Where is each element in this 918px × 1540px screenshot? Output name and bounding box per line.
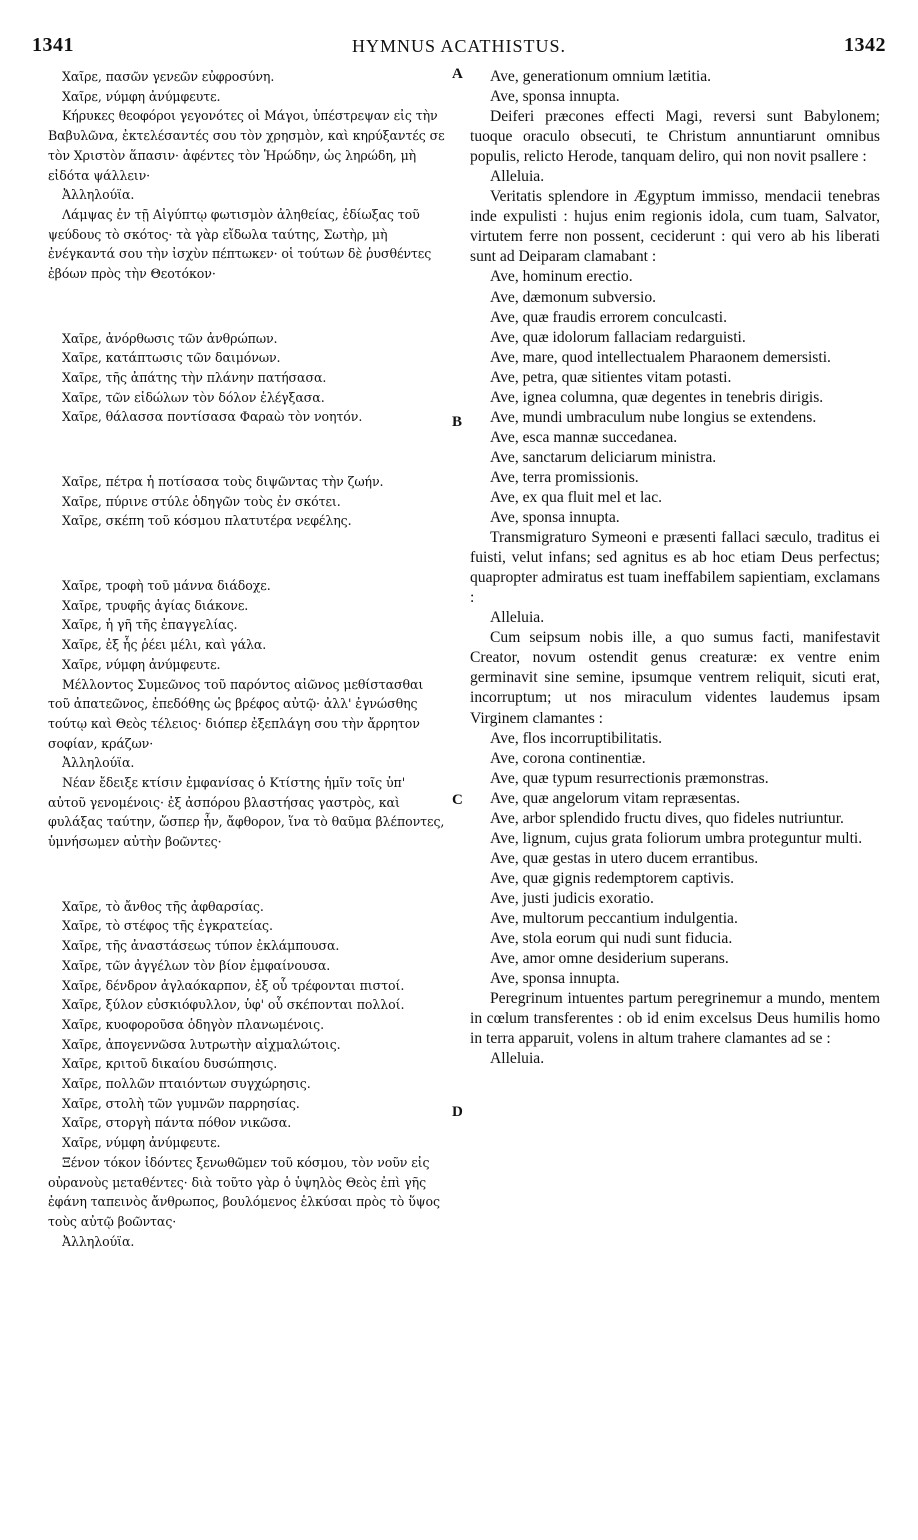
right-page-number: 1342 — [844, 34, 886, 56]
latin-line: Ave, mare, quod intellectualem Pharaonem demersisti. — [490, 348, 831, 366]
greek-line: Χαῖρε, ἡ γῆ τῆς ἐπαγγελίας. — [62, 617, 238, 633]
latin-line: Ave, sponsa innupta. — [490, 970, 620, 988]
greek-line: Ἀλληλούϊα. — [62, 187, 135, 203]
greek-line: Κήρυκες θεοφόροι γεγονότες οἱ Μάγοι, ὑπέστρεψαν εἰς τὴν Βαβυλῶνα, ἐκτελέσαντές σου τὸν χρησμὸν, καὶ κηρύξαντές σε τὸν Χριστὸν ἅπασιν· ἀφέντες τὸν Ἡρώδην, ὡς ληρώδη, μὴ εἰδότα ψάλλειν· — [48, 108, 445, 183]
latin-line: Ave, sponsa innupta. — [490, 88, 620, 106]
latin-line: Ave, quæ idolorum fallaciam redarguisti. — [490, 328, 746, 346]
greek-line: Χαῖρε, τῆς ἀπάτης τὴν πλάνην πατήσασα. — [62, 370, 327, 386]
greek-line: Χαῖρε, τῶν εἰδώλων τὸν δόλον ἐλέγξασα. — [62, 389, 325, 405]
latin-line: Ave, quæ typum resurrectionis præmonstras. — [490, 769, 769, 787]
latin-line: Deiferi præcones effecti Magi, reversi sunt Babylonem; tuoque oraculo obsecuti, te Christum annuntiarunt omnibus populis, relicto Herode, tanquam deliro, qui non novit psallere : — [470, 108, 880, 166]
latin-line: Ave, generationum omnium lætitia. — [490, 68, 712, 85]
greek-line: Χαῖρε, τὸ ἄνθος τῆς ἀφθαρσίας. — [62, 898, 264, 914]
greek-line: Ξένον τόκον ἰδόντες ξενωθῶμεν τοῦ κόσμου, τὸν νοῦν εἰς οὐρανοὺς μεταθέντες· διὰ τοῦτο γὰρ ὁ ὑψηλὸς Θεὸς ἐπὶ γῆς ἐφάνη ταπεινὸς ἄνθρωπος, βουλόμενος ἑλκύσαι πρὸς τὸ ὕψος τοὺς αὐτῷ βοῶντας· — [48, 1154, 440, 1229]
greek-blank-line — [48, 296, 446, 316]
greek-line: Χαῖρε, κριτοῦ δικαίου δυσώπησις. — [62, 1056, 278, 1072]
greek-line: Χαῖρε, πασῶν γενεῶν εὐφροσύνη. — [62, 69, 275, 84]
greek-line: Χαῖρε, πύρινε στύλε ὁδηγῶν τοὺς ἐν σκότει. — [62, 493, 341, 509]
latin-line: Ave, mundi umbraculum nube longius se extendens. — [490, 408, 817, 426]
latin-line: Ave, corona continentiæ. — [490, 749, 646, 767]
greek-line: Χαῖρε, τρυφῆς ἁγίας διάκονε. — [62, 597, 249, 613]
greek-line: Χαῖρε, ἀπογεννῶσα λυτρωτὴν αἰχμαλώτοις. — [62, 1036, 341, 1052]
latin-line: Ave, petra, quæ sitientes vitam potasti. — [490, 368, 732, 386]
latin-line: Ave, lignum, cujus grata foliorum umbra proteguntur multi. — [490, 829, 863, 847]
latin-line: Ave, multorum peccantium indulgentia. — [490, 909, 738, 927]
greek-line: Χαῖρε, σκέπη τοῦ κόσμου πλατυτέρα νεφέλης. — [62, 513, 352, 529]
margin-mark-b: B — [452, 414, 463, 430]
latin-line: Alleluia. — [490, 168, 545, 186]
greek-line: Χαῖρε, κυοφοροῦσα ὁδηγὸν πλανωμένοις. — [62, 1016, 325, 1032]
greek-line: Χαῖρε, δένδρον ἀγλαόκαρπον, ἐξ οὗ τρέφονται πιστοί. — [62, 977, 405, 993]
greek-line: Χαῖρε, τῶν ἀγγέλων τὸν βίον ἐμφαίνουσα. — [62, 957, 331, 973]
greek-line: Χαῖρε, θάλασσα ποντίσασα Φαραὼ τὸν νοητόν. — [62, 409, 363, 425]
greek-line: Χαῖρε, στοργὴ πάντα πόθον νικῶσα. — [62, 1115, 292, 1131]
latin-line: Cum seipsum nobis ille, a quo sumus facti, manifestavit Creator, novum ostendit genus creaturæ: ex ventre enim germinavit sine semine, ipsumque ventrem reliquit, sicuti erat, incorruptum; ut nos miraculum videntes laudemus ipsam Virginem clamantes : — [470, 629, 880, 727]
latin-line: Transmigraturo Symeoni e præsenti fallaci sæculo, traditus ei fuisti, velut infans; sed agnitus es ab hoc etiam Deus perfectus; quapropter admiratus est tuam ineffabilem sapientiam, exclamans : — [470, 529, 880, 607]
latin-line: Ave, quæ fraudis errorem conculcasti. — [490, 308, 727, 326]
page-header — [32, 34, 886, 60]
greek-line: Χαῖρε, νύμφη ἀνύμφευτε. — [62, 88, 221, 104]
margin-mark-a: A — [452, 66, 463, 82]
greek-line: Χαῖρε, τροφὴ τοῦ μάννα διάδοχε. — [62, 577, 271, 593]
greek-line: Χαῖρε, νύμφη ἀνύμφευτε. — [62, 1135, 221, 1151]
greek-line: Χαῖρε, ἀνόρθωσις τῶν ἀνθρώπων. — [62, 330, 278, 346]
latin-line: Ave, quæ angelorum vitam repræsentas. — [490, 789, 741, 807]
latin-line: Ave, arbor splendido fructu dives, quo fideles nutriuntur. — [490, 809, 844, 827]
latin-line: Ave, esca mannæ succedanea. — [490, 428, 678, 446]
greek-line: Χαῖρε, πέτρα ἡ ποτίσασα τοὺς διψῶντας τὴν ζωήν. — [62, 474, 384, 489]
greek-blank-line — [48, 864, 446, 884]
latin-line: Ave, sponsa innupta. — [490, 509, 620, 527]
greek-blank-line — [48, 544, 446, 564]
running-title: HYMNUS ACATHISTUS. — [351, 36, 567, 56]
latin-line: Ave, quæ gestas in utero ducem errantibus. — [490, 849, 759, 867]
latin-line: Ave, quæ gignis redemptorem captivis. — [490, 869, 734, 887]
latin-column — [470, 67, 880, 1540]
latin-line: Veritatis splendore in Ægyptum immisso, mendacii tenebras inde expulisti : hujus enim regionis idola, cum tuam, Salvator, virtutem ferre non possent, ceciderunt : qui vero ab his liberati sunt ad Deiparam clamabant : — [470, 188, 880, 266]
latin-line: Ave, sanctarum deliciarum ministra. — [490, 448, 717, 466]
greek-line: Μέλλοντος Συμεῶνος τοῦ παρόντος αἰῶνος μεθίστασθαι τοῦ ἀπατεῶνος, ἐπεδόθης ὡς βρέφος αὐτῷ· ἀλλ' ἐγνώσθης τούτῳ καὶ Θεὸς τέλειος· διόπερ ἐξεπλάγη σου τὴν ἄρρητον σοφίαν, κράζων· — [48, 676, 424, 751]
margin-mark-c: C — [452, 792, 463, 808]
latin-line: Ave, dæmonum subversio. — [490, 288, 657, 306]
greek-line: Χαῖρε, πολλῶν πταιόντων συγχώρησις. — [62, 1076, 311, 1092]
greek-line: Χαῖρε, ξύλον εὐσκιόφυλλον, ὑφ' οὗ σκέπονται πολλοί. — [62, 997, 405, 1013]
latin-line: Ave, ignea columna, quæ degentes in tenebris dirigis. — [490, 388, 824, 406]
greek-line: Νέαν ἔδειξε κτίσιν ἐμφανίσας ὁ Κτίστης ἡμῖν τοῖς ὑπ' αὐτοῦ γενομένοις· ἐξ ἀσπόρου βλαστήσας γαστρὸς, καὶ φυλάξας ταύτην, ὥσπερ ἦν, ἄφθορον, ἵνα τὸ θαῦμα βλέποντες, ὑμνήσωμεν αὐτὴν βοῶντες· — [48, 775, 445, 850]
latin-line: Peregrinum intuentes partum peregrinemur a mundo, mentem in cœlum transferentes : ob id enim excelsus Deus humilis homo in terra apparuit, volens in altum trahere clamantes ad se : — [470, 990, 880, 1048]
latin-line: Ave, flos incorruptibilitatis. — [490, 729, 663, 747]
latin-line: Ave, terra promissionis. — [490, 468, 639, 486]
greek-blank-line — [48, 440, 446, 460]
greek-column — [48, 67, 446, 1540]
greek-line: Χαῖρε, στολὴ τῶν γυμνῶν παρρησίας. — [62, 1095, 300, 1111]
latin-line: Alleluia. — [490, 609, 545, 627]
latin-line: Ave, hominum erectio. — [490, 268, 633, 286]
latin-line: Ave, amor omne desiderium superans. — [490, 950, 729, 968]
greek-line: Ἀλληλούϊα. — [62, 1233, 135, 1249]
latin-line: Ave, stola eorum qui nudi sunt fiducia. — [490, 930, 733, 948]
margin-mark-d: D — [452, 1104, 463, 1120]
greek-line: Λάμψας ἐν τῇ Αἰγύπτῳ φωτισμὸν ἀληθείας, ἐδίωξας τοῦ ψεύδους τὸ σκότος· τὰ γὰρ εἴδωλα ταύτης, Σωτὴρ, μὴ ἐνέγκαντά σου τὴν ἰσχὺν πέπτωκεν· οἱ τούτων δὲ ῥυσθέντες ἐβόων πρὸς τὴν Θεοτόκον· — [48, 206, 432, 282]
left-page-number: 1341 — [32, 34, 74, 56]
latin-line: Ave, justi judicis exoratio. — [490, 889, 654, 907]
greek-line: Χαῖρε, νύμφη ἀνύμφευτε. — [62, 656, 221, 672]
greek-line: Χαῖρε, τὸ στέφος τῆς ἐγκρατείας. — [62, 918, 273, 934]
greek-line: Ἀλληλούϊα. — [62, 755, 135, 771]
latin-line: Ave, ex qua fluit mel et lac. — [490, 488, 663, 506]
greek-line: Χαῖρε, τῆς ἀναστάσεως τύπον ἐκλάμπουσα. — [62, 938, 340, 954]
greek-line: Χαῖρε, ἐξ ἧς ῥέει μέλι, καὶ γάλα. — [62, 637, 267, 653]
latin-line: Alleluia. — [490, 1050, 545, 1068]
greek-line: Χαῖρε, κατάπτωσις τῶν δαιμόνων. — [62, 350, 281, 366]
